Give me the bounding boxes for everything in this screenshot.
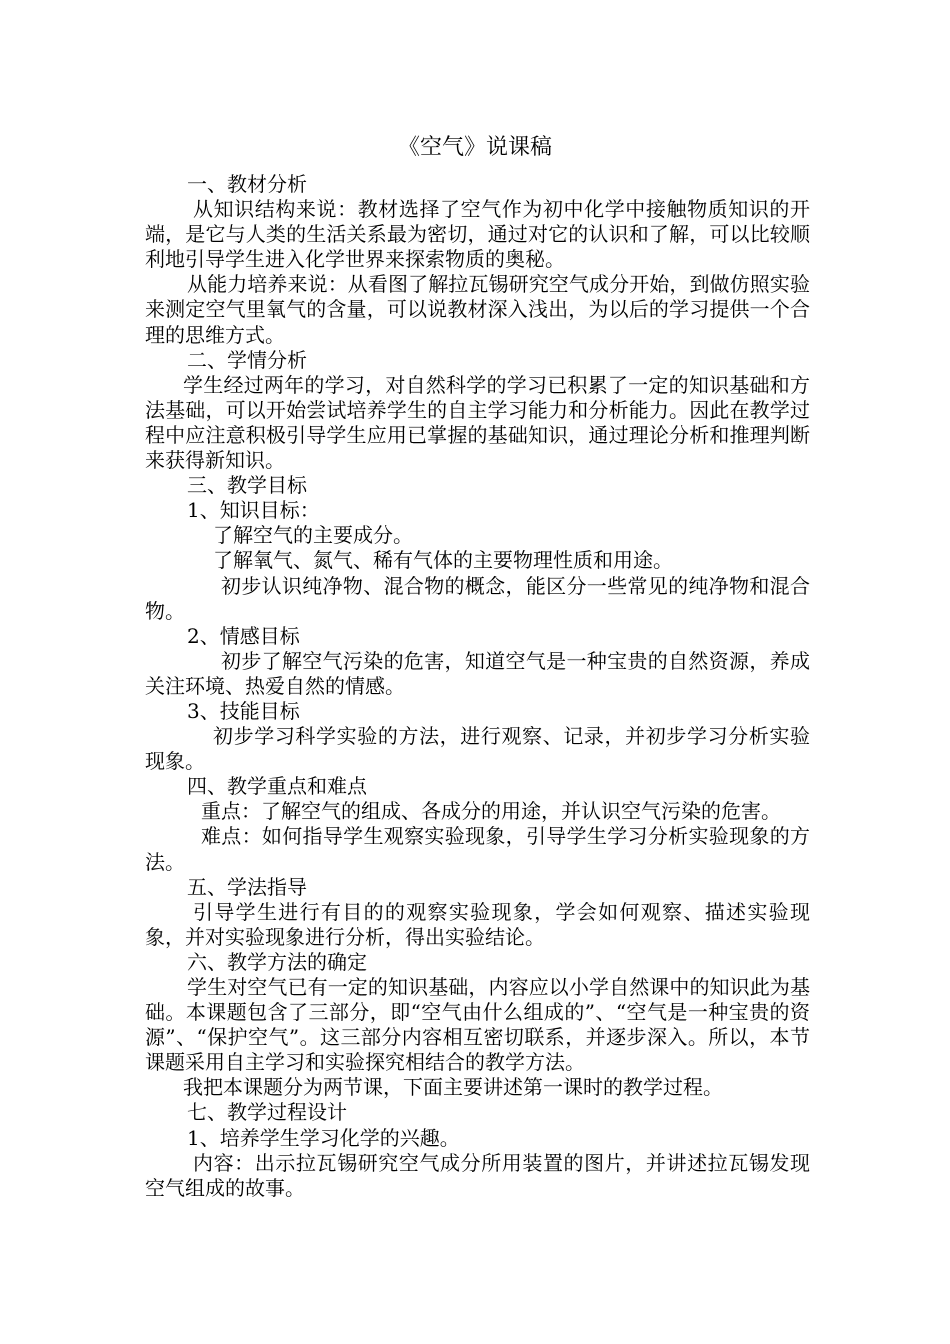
body-paragraph: 重点：了解空气的组成、各成分的用途，并认识空气污染的危害。 — [201, 799, 781, 824]
body-paragraph: 初步了解空气污染的危害，知道空气是一种宝贵的自然资源，养成关注环境、热爱自然的情感。 — [145, 648, 810, 698]
body-paragraph: 引导学生进行有目的的观察实验现象，学会如何观察、描述实验现象，并对实验现象进行分析，得出实验结论。 — [145, 899, 810, 949]
body-paragraph: 学生经过两年的学习，对自然科学的学习已积累了一定的知识基础和方法基础，可以开始尝试培养学生的自主学习能力和分析能力。因此在教学过程中应注意积极引导学生应用已掌握的基础知识，通过理论分析和推理判断来获得新知识。 — [145, 372, 810, 473]
body-paragraph: 从能力培养来说：从看图了解拉瓦锡研究空气成分开始，到做仿照实验来测定空气里氧气的含量，可以说教材深入浅出，为以后的学习提供一个合理的思维方式。 — [145, 272, 810, 347]
section-heading: 五、学法指导 — [187, 874, 307, 899]
section-heading: 四、教学重点和难点 — [187, 774, 367, 799]
body-paragraph: 我把本课题分为两节课，下面主要讲述第一课时的教学过程。 — [183, 1075, 723, 1100]
section-heading: 六、教学方法的确定 — [187, 949, 367, 974]
section-heading: 1、培养学生学习化学的兴趣。 — [187, 1125, 460, 1150]
body-paragraph: 了解空气的主要成分。 — [213, 523, 413, 548]
section-heading: 1、知识目标： — [187, 498, 320, 523]
section-heading: 二、学情分析 — [187, 347, 307, 372]
body-paragraph: 初步学习科学实验的方法，进行观察、记录，并初步学习分析实验现象。 — [145, 724, 810, 774]
document-body — [145, 172, 810, 1201]
body-paragraph: 内容：出示拉瓦锡研究空气成分所用装置的图片，并讲述拉瓦锡发现空气组成的故事。 — [145, 1150, 810, 1200]
section-heading: 2、情感目标 — [187, 623, 300, 648]
body-paragraph: 初步认识纯净物、混合物的概念，能区分一些常见的纯净物和混合物。 — [145, 573, 810, 623]
body-paragraph: 从知识结构来说：教材选择了空气作为初中化学中接触物质知识的开端，是它与人类的生活关系最为密切，通过对它的认识和了解，可以比较顺利地引导学生进入化学世界来探索物质的奥秘。 — [145, 197, 810, 272]
section-heading: 3、技能目标 — [187, 698, 300, 723]
body-paragraph: 难点：如何指导学生观察实验现象，引导学生学习分析实验现象的方法。 — [145, 824, 810, 874]
body-paragraph: 学生对空气已有一定的知识基础，内容应以小学自然课中的知识此为基础。本课题包含了三部分，即“空气由什么组成的”、“空气是一种宝贵的资源”、“保护空气”。这三部分内容相互密切联系，并逐步深入。所以，本节课题采用自主学习和实验探究相结合的教学方法。 — [145, 975, 810, 1075]
section-heading: 一、教材分析 — [187, 172, 307, 196]
section-heading: 三、教学目标 — [187, 473, 307, 498]
document-title: 《空气》说课稿 — [397, 135, 552, 160]
body-paragraph: 了解氧气、氮气、稀有气体的主要物理性质和用途。 — [213, 548, 673, 573]
section-heading: 七、教学过程设计 — [187, 1100, 347, 1125]
